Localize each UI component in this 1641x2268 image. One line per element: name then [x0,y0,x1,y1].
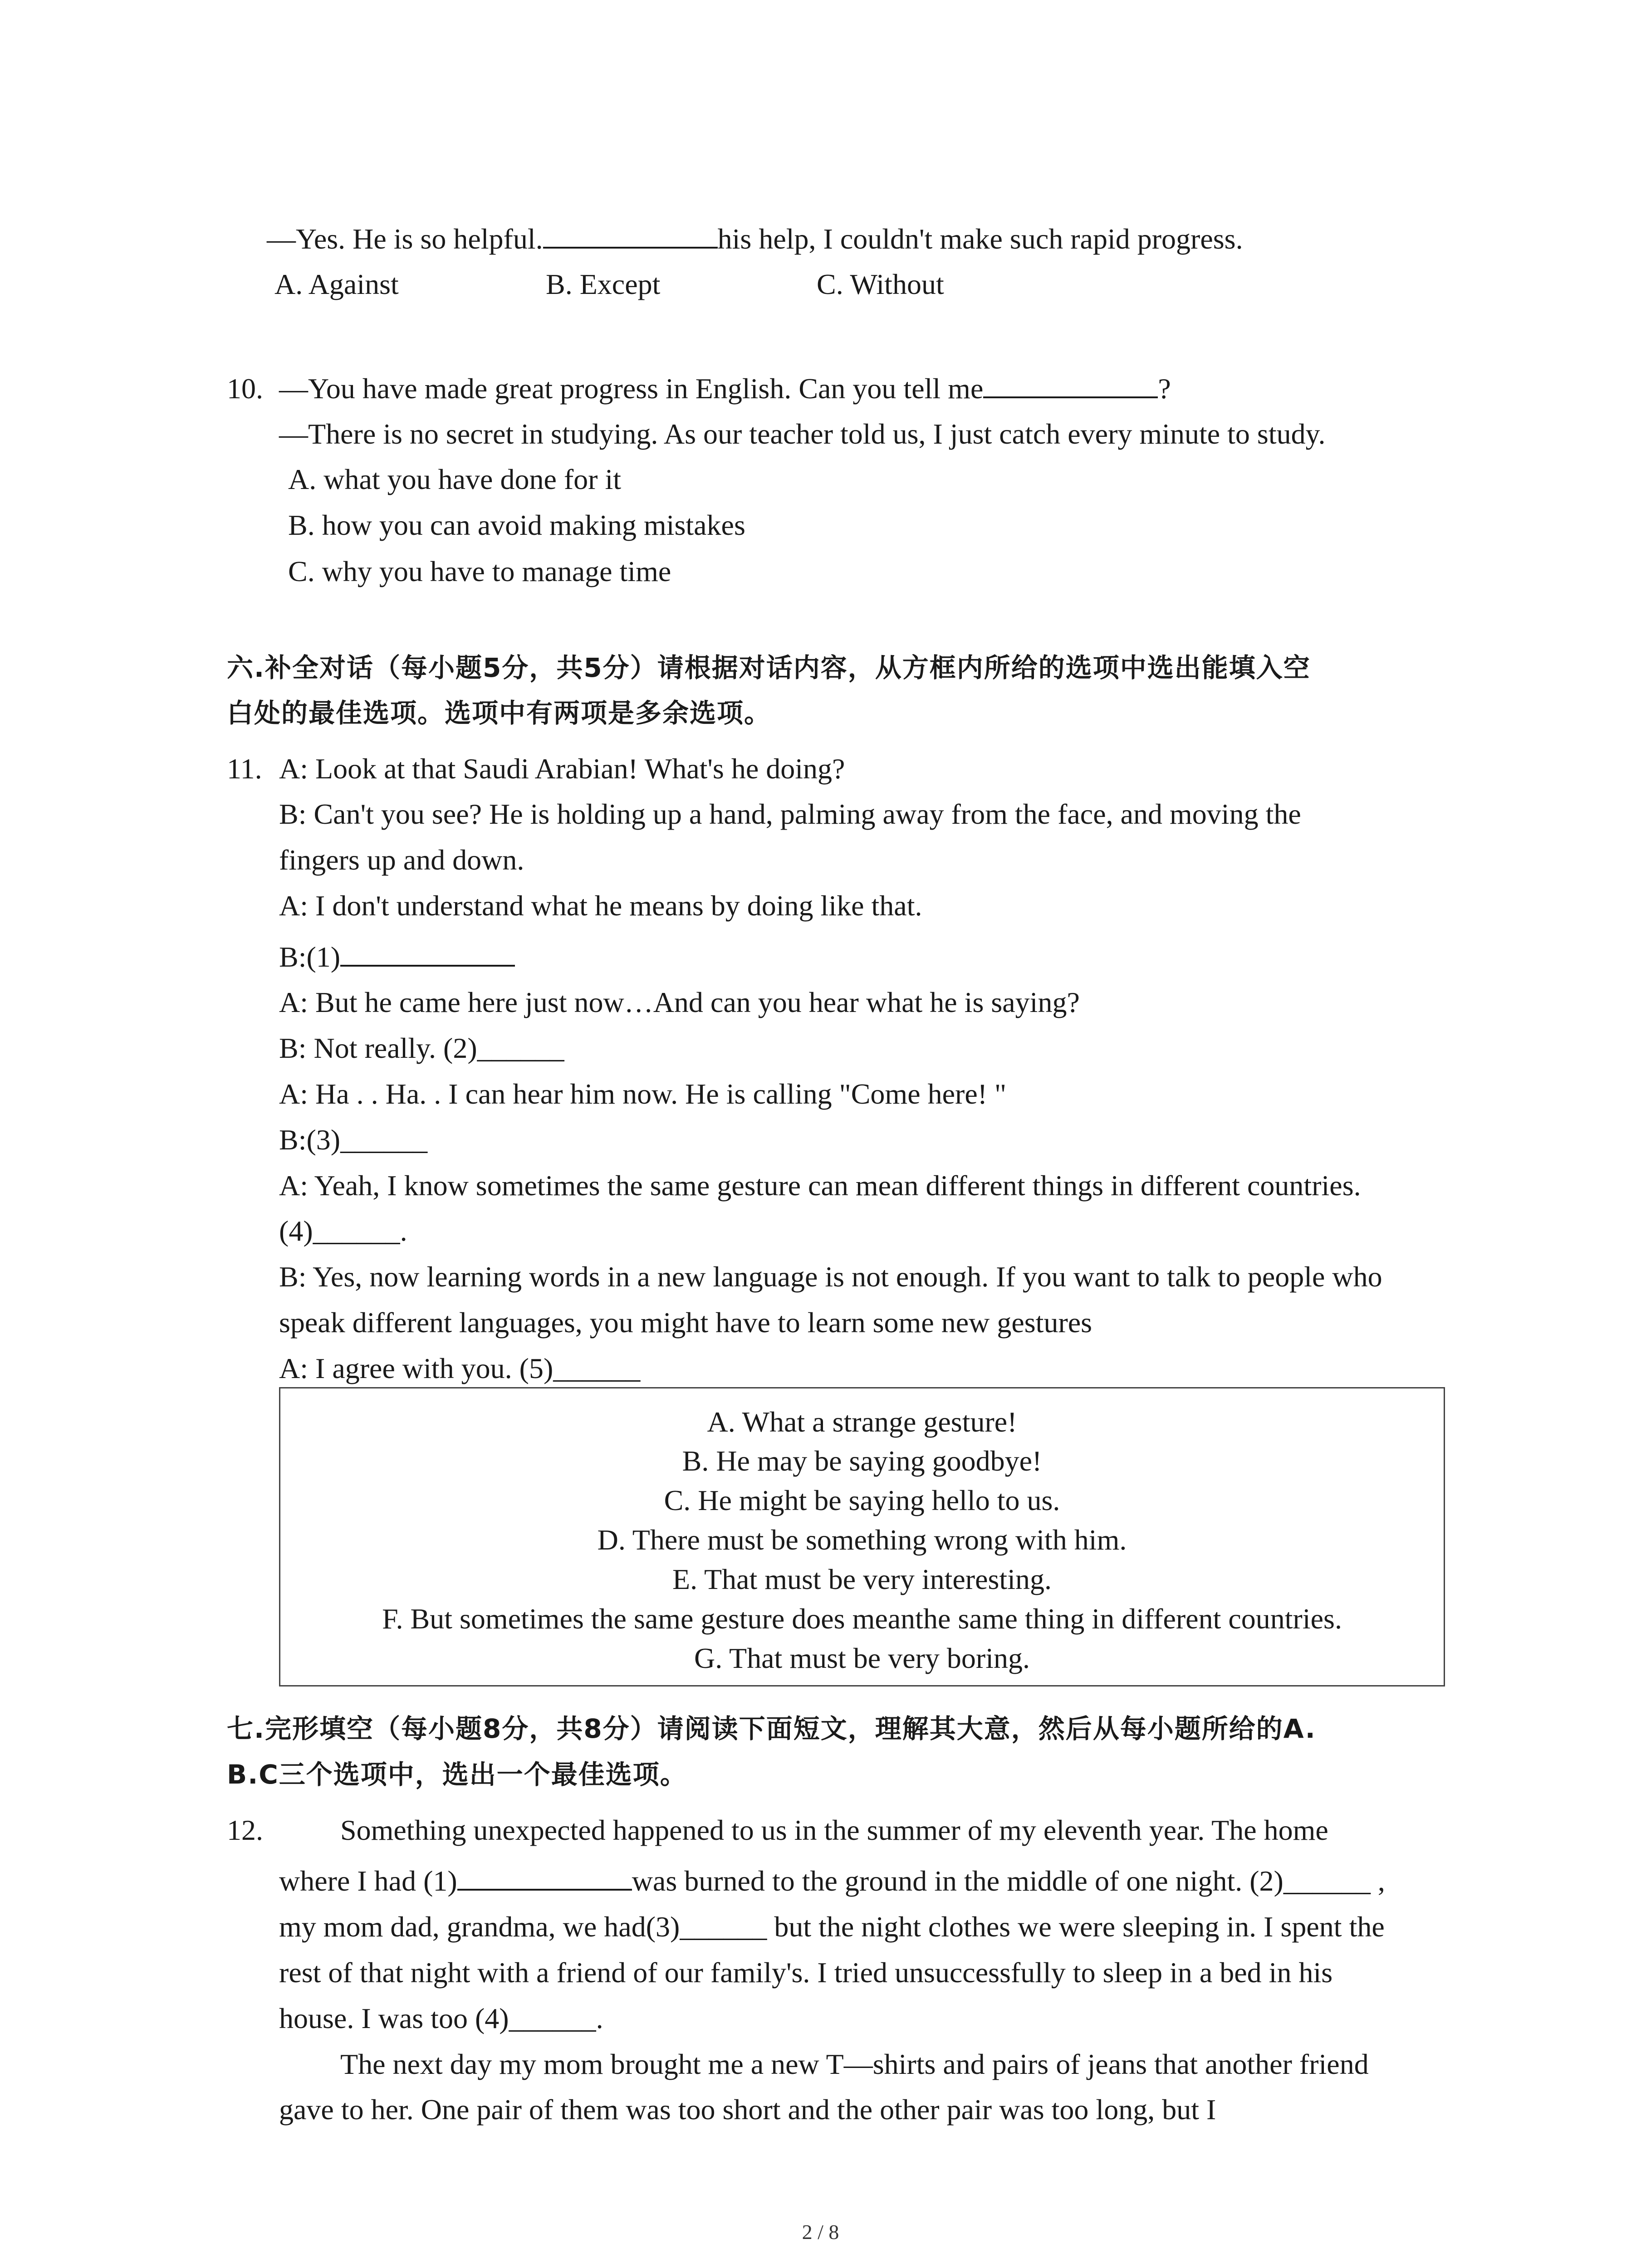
q11-line: A: Look at that Saudi Arabian! What's he doing? [279,753,845,785]
q11-line: A: But he came here just now…And can you hear what he is saying? [279,986,1080,1018]
q11-line: A: Yeah, I know sometimes the same gesture can mean different things in different countries. [279,1169,1361,1202]
q11-line: (4)______. [279,1215,407,1247]
q11-line: B: Can't you see? He is holding up a hand, palming away from the face, and moving the [279,798,1301,830]
q9-text-b: his help, I couldn't make such rapid progress. [717,223,1243,255]
q10-number: 10. [227,372,263,405]
page-number: 2 / 8 [802,2220,839,2244]
q11-box-option-f: F. But sometimes the same gesture does meanthe same thing in different countries. [382,1603,1342,1635]
q12-p2-line2: gave to her. One pair of them was too short and the other pair was too long, but I [279,2093,1216,2126]
q11-box-option-c: C. He might be saying hello to us. [664,1484,1060,1516]
q9-option-b: B. Except [546,268,661,300]
q11-blank-1 [340,964,515,967]
q10-blank [983,396,1158,398]
q11-number: 11. [227,753,262,785]
q11-line-blank1 [279,943,515,972]
section6-heading-line1: 六.补全对话（每小题5分，共5分）请根据对话内容，从方框内所给的选项中选出能填入空 [227,652,1311,683]
q11-b1-label: B:(1) [279,941,341,973]
q10-line1 [279,374,1171,403]
q12-p1-line5: house. I was too (4)______. [279,2002,603,2034]
q11-box-option-e: E. That must be very interesting. [672,1563,1052,1595]
section7-heading-line1: 七.完形填空（每小题8分，共8分）请阅读下面短文，理解其大意，然后从每小题所给的A. [227,1713,1316,1744]
q12-p1-line4: rest of that night with a friend of our family's. I tried unsuccessfully to sleep in a bed in his [279,1956,1333,1989]
q12-p1-line2-b: was burned to the ground in the middle of one night. (2)______ , [632,1865,1385,1897]
q9-option-a: A. Against [274,268,399,300]
q10-text-a: —You have made great progress in English. Can you tell me [279,372,984,405]
q12-p1-line3: my mom dad, grandma, we had(3)______ but the night clothes we were sleeping in. I spent the [279,1911,1385,1943]
q11-options-box [279,1387,1445,1686]
q12-p1-line1: Something unexpected happened to us in the summer of my eleventh year. The home [340,1814,1328,1846]
q10-option-c: C. why you have to manage time [288,555,671,587]
q11-line: fingers up and down. [279,844,524,876]
q11-line: A: I don't understand what he means by doing like that. [279,890,922,922]
q10-option-b: B. how you can avoid making mistakes [288,509,745,541]
q11-line: B: Not really. (2)______ [279,1032,564,1064]
q11-line: A: I agree with you. (5)______ [279,1352,641,1384]
q12-p1-line2 [279,1867,1385,1896]
section6-heading-line2: 白处的最佳选项。选项中有两项是多余选项。 [227,698,772,728]
q11-line: B:(3)______ [279,1124,428,1156]
q9-answer-line [267,225,1243,254]
q9-option-c: C. Without [817,268,944,300]
q11-line: A: Ha . . Ha. . I can hear him now. He is calling "Come here! " [279,1078,1007,1110]
q11-box-option-g: G. That must be very boring. [694,1642,1030,1674]
q9-blank [543,246,718,249]
q10-line2: —There is no secret in studying. As our teacher told us, I just catch every minute to study. [279,418,1326,450]
q11-line: speak different languages, you might have to learn some new gestures [279,1306,1092,1339]
q12-number: 12. [227,1814,263,1846]
q11-line: B: Yes, now learning words in a new language is not enough. If you want to talk to people who [279,1261,1382,1293]
q11-box-option-b: B. He may be saying goodbye! [682,1445,1042,1477]
q9-text-a: —Yes. He is so helpful. [267,223,543,255]
q12-p2-line1: The next day my mom brought me a new T—shirts and pairs of jeans that another friend [340,2048,1369,2080]
q12-p1-line2-a: where I had (1) [279,1865,457,1897]
q11-box-option-d: D. There must be something wrong with him. [597,1524,1127,1556]
section7-heading-line2: B.C三个选项中，选出一个最佳选项。 [227,1759,687,1790]
q10-option-a: A. what you have done for it [288,463,622,495]
q10-text-b: ? [1158,372,1171,405]
q12-blank-1 [457,1888,632,1891]
q11-box-option-a: A. What a strange gesture! [707,1406,1017,1438]
